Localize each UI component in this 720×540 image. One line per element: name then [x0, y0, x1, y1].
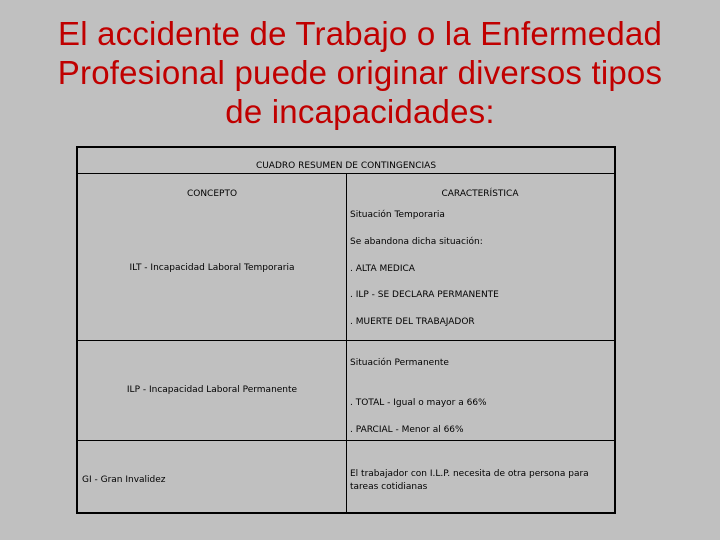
ilt-line-2: Se abandona dicha situación:	[350, 237, 483, 247]
title-line-2: Profesional puede originar diversos tipos	[57, 54, 663, 91]
concept-gi: GI - Gran Invalidez	[82, 475, 166, 485]
ilp-line-3: . PARCIAL - Menor al 66%	[350, 425, 464, 435]
ilp-line-2: . TOTAL - Igual o mayor a 66%	[350, 398, 487, 408]
header-concept: CONCEPTO	[186, 189, 238, 199]
concept-ilp: ILP - Incapacidad Laboral Permanente	[126, 385, 298, 395]
header-characteristic: CARACTERÍSTICA	[441, 189, 519, 199]
gi-description: El trabajador con I.L.P. necesita de otra persona para tareas cotidianas	[350, 469, 589, 492]
ilt-line-1: Situación Temporaria	[350, 210, 445, 220]
table-caption: CUADRO RESUMEN DE CONTINGENCIAS	[255, 161, 437, 171]
ilt-line-4: . ILP - SE DECLARA PERMANENTE	[350, 290, 499, 300]
column-divider	[346, 173, 347, 514]
title-line-1: El accidente de Trabajo o la Enfermedad	[57, 15, 662, 52]
ilt-line-3: . ALTA MEDICA	[350, 264, 415, 274]
contingency-summary-table	[76, 146, 616, 514]
concept-ilt: ILT - Incapacidad Laboral Temporaria	[129, 263, 295, 273]
ilp-line-1: Situación Permanente	[350, 358, 449, 368]
slide-title	[0, 14, 720, 131]
title-line-3: de incapacidades:	[225, 93, 495, 130]
ilt-line-5: . MUERTE DEL TRABAJADOR	[350, 317, 475, 327]
